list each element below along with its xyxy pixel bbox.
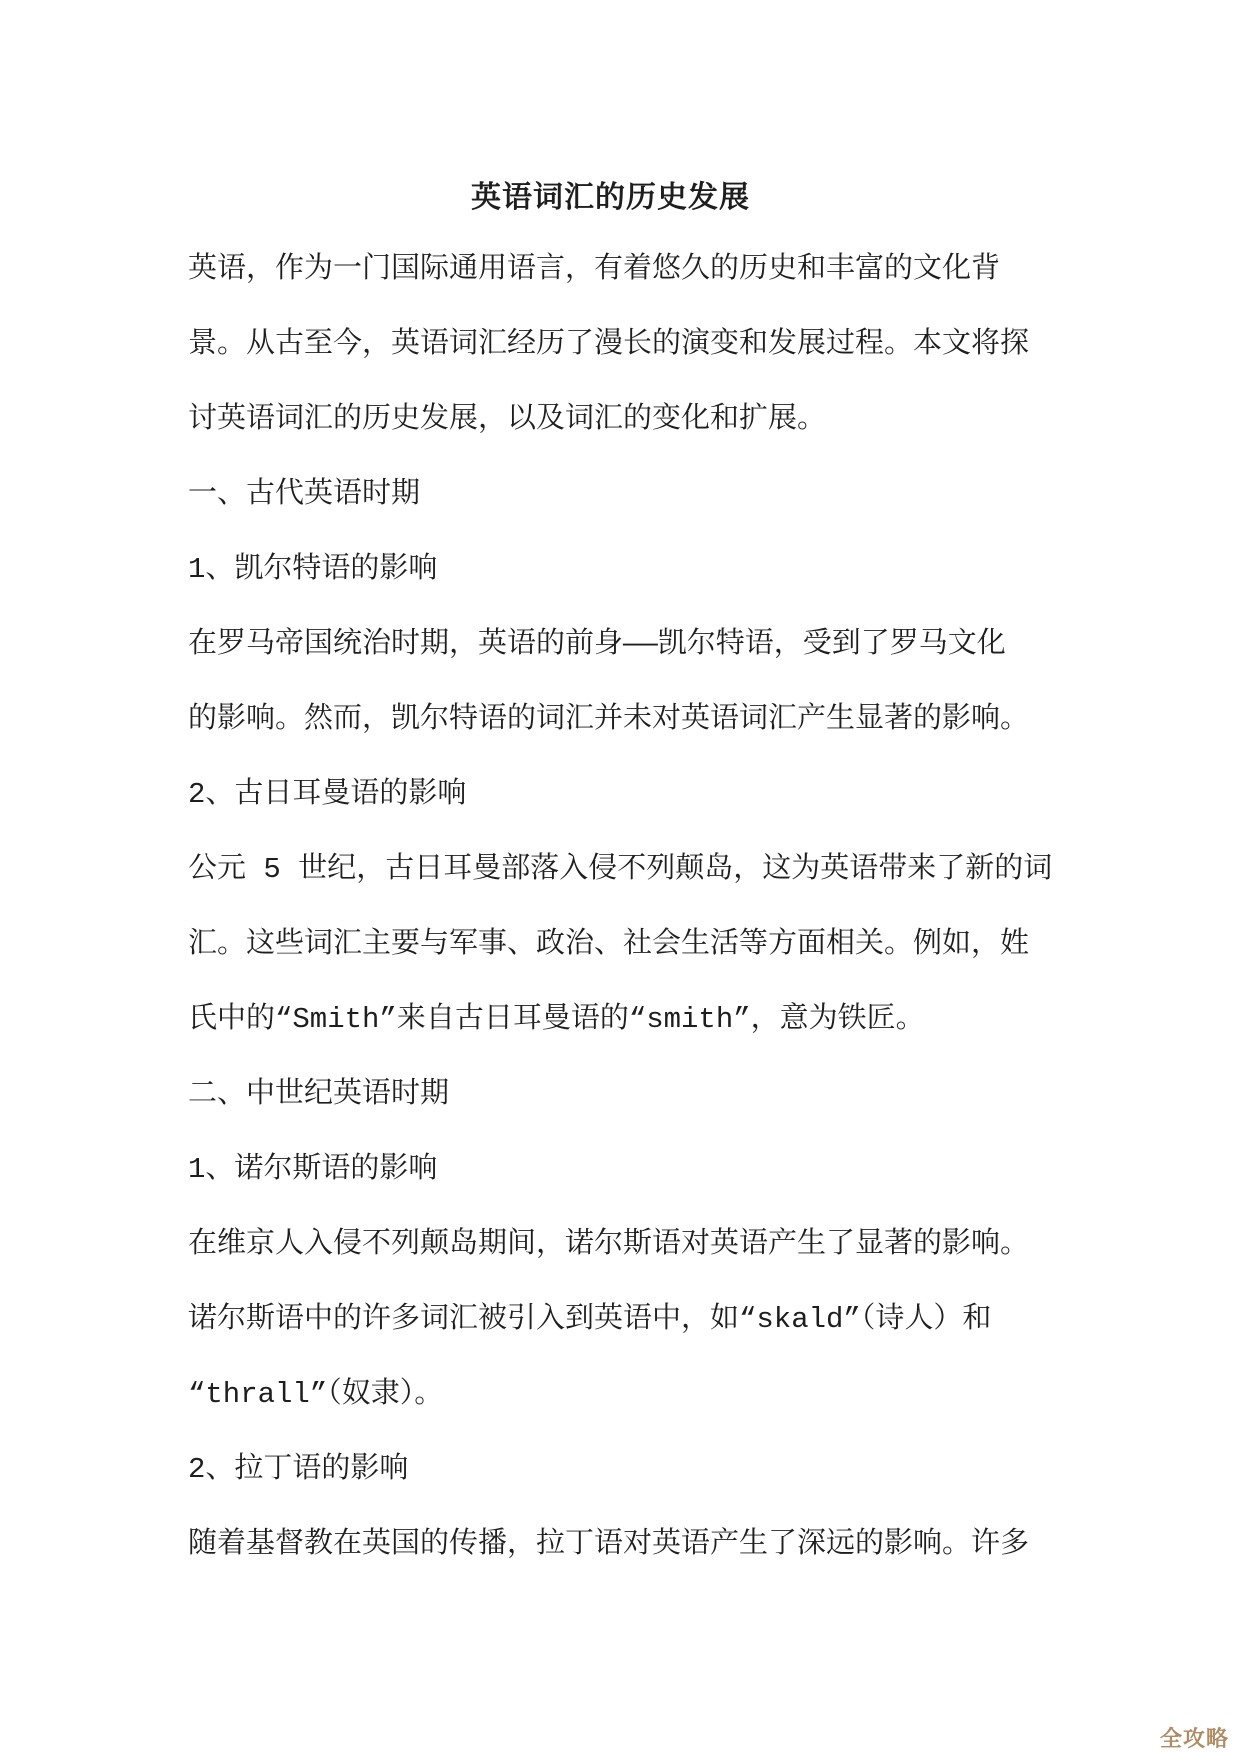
text-line: 讨英语词汇的历史发展，以及词汇的变化和扩展。 xyxy=(188,403,827,436)
text-line: 景。从古至今，英语词汇经历了漫长的演变和发展过程。本文将探 xyxy=(188,328,1030,361)
text-line: 英语，作为一门国际通用语言，有着悠久的历史和丰富的文化背 xyxy=(188,253,1001,286)
page-title: 英语词汇的历史发展 xyxy=(471,183,750,218)
text-line: 的影响。然而，凯尔特语的词汇并未对英语词汇产生显著的影响。 xyxy=(188,703,1030,736)
section-heading: 二、中世纪英语时期 xyxy=(188,1078,450,1111)
subsection-heading: 1、诺尔斯语的影响 xyxy=(188,1153,438,1186)
watermark: 全攻略 xyxy=(1160,1728,1230,1753)
text-line: 在罗马帝国统治时期，英语的前身——凯尔特语，受到了罗马文化 xyxy=(188,628,1006,661)
subsection-heading: 2、古日耳曼语的影响 xyxy=(188,778,467,811)
text-line: 汇。这些词汇主要与军事、政治、社会生活等方面相关。例如，姓 xyxy=(188,928,1030,961)
text-line: 随着基督教在英国的传播，拉丁语对英语产生了深远的影响。许多 xyxy=(188,1528,1030,1561)
text-line: 氏中的“Smith”来自古日耳曼语的“smith”，意为铁匠。 xyxy=(188,1003,925,1036)
text-line: “thrall”（奴隶）。 xyxy=(188,1378,444,1411)
section-heading: 一、古代英语时期 xyxy=(188,478,421,511)
subsection-heading: 1、凯尔特语的影响 xyxy=(188,553,438,586)
text-line: 在维京人入侵不列颠岛期间，诺尔斯语对英语产生了显著的影响。 xyxy=(188,1228,1030,1261)
text-line: 公元 5 世纪，古日耳曼部落入侵不列颠岛，这为英语带来了新的词 xyxy=(188,853,1053,886)
text-line: 诺尔斯语中的许多词汇被引入到英语中，如“skald”（诗人）和 xyxy=(188,1303,992,1336)
document-body xyxy=(188,232,1088,1582)
subsection-heading: 2、拉丁语的影响 xyxy=(188,1453,409,1486)
